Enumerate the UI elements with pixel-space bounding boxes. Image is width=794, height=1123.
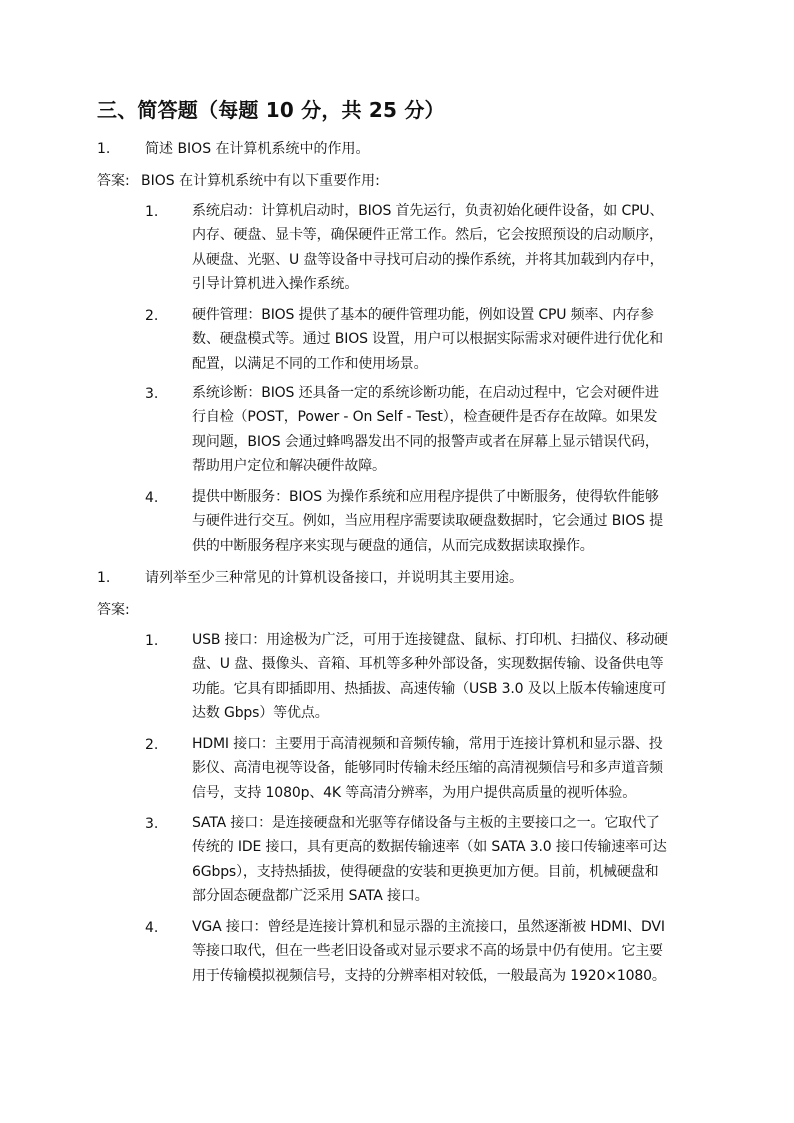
list-item-text (192, 811, 702, 908)
list-item-text (192, 381, 702, 478)
list-item-number: 1. (145, 633, 159, 649)
text-line: 硬件管理：BIOS 提供了基本的硬件管理功能，例如设置 CPU 频率、内存参 (192, 307, 654, 323)
text-line: 系统诊断：BIOS 还具备一定的系统诊断功能，在启动过程中，它会对硬件进 (192, 385, 659, 401)
text-line: 达数 Gbps）等优点。 (192, 704, 329, 721)
text-line: 影仪、高清电视等设备，能够同时传输未经压缩的高清视频信号和多声道音频 (192, 760, 663, 777)
question-text: 请列举至少三种常见的计算机设备接口，并说明其主要用途。 (145, 570, 523, 586)
text-line: 引导计算机进入操作系统。 (192, 275, 359, 292)
list-item-text (192, 628, 702, 725)
text-line: 部分固态硬盘都广泛采用 SATA 接口。 (192, 887, 429, 904)
list-item-number: 3. (145, 816, 159, 832)
text-line: 帮助用户定位和解决硬件故障。 (192, 457, 386, 474)
question-number: 1. (97, 141, 111, 157)
list-item-number: 4. (145, 920, 159, 936)
text-line: 系统启动：计算机启动时，BIOS 首先运行，负责初始化硬件设备，如 CPU、 (192, 203, 664, 219)
text-line: 等接口取代，但在一些老旧设备或对显示要求不高的场景中仍有使用。它主要 (192, 943, 663, 960)
section-heading: 三、简答题（每题 10 分，共 25 分） (97, 98, 445, 122)
text-line: 行自检（POST，Power - On Self - Test），检查硬件是否存在故障。如果发 (192, 409, 658, 426)
answer-label: 答案: (97, 173, 130, 189)
text-line: 信号，支持 1080p、4K 等高清分辨率，为用户提供高质量的视听体验。 (192, 784, 637, 801)
list-item-text (192, 915, 702, 988)
list-item-text (192, 485, 702, 558)
text-line: 数、硬盘模式等。通过 BIOS 设置，用户可以根据实际需求对硬件进行优化和 (192, 331, 663, 348)
list-item-text (192, 303, 702, 376)
text-line: SATA 接口：是连接硬盘和光驱等存储设备与主板的主要接口之一。它取代了 (192, 815, 660, 831)
text-line: VGA 接口：曾经是连接计算机和显示器的主流接口，虽然逐渐被 HDMI、DVI (192, 919, 665, 935)
list-item-number: 3. (145, 386, 159, 402)
text-line: 提供中断服务：BIOS 为操作系统和应用程序提供了中断服务，使得软件能够 (192, 489, 659, 505)
list-item-text (192, 199, 702, 296)
text-line: 传统的 IDE 接口，具有更高的数据传输速率（如 SATA 3.0 接口传输速率可达 (192, 839, 667, 856)
list-item-number: 2. (145, 308, 159, 324)
text-line: 与硬件进行交互。例如，当应用程序需要读取硬盘数据时，它会通过 BIOS 提 (192, 513, 663, 530)
text-line: 供的中断服务程序来实现与硬盘的通信，从而完成数据读取操作。 (192, 537, 594, 554)
text-line: 盘、U 盘、摄像头、音箱、耳机等多种外部设备，实现数据传输、设备供电等 (192, 656, 664, 673)
list-item-number: 4. (145, 490, 159, 506)
text-line: 功能。它具有即插即用、热插拔、高速传输（USB 3.0 及以上版本传输速度可 (192, 680, 667, 697)
list-item-text (192, 732, 702, 805)
list-item-number: 1. (145, 204, 159, 220)
question-number: 1. (97, 570, 111, 586)
answer-intro: BIOS 在计算机系统中有以下重要作用: (141, 173, 380, 189)
text-line: 用于传输模拟视频信号，支持的分辨率相对较低，一般最高为 1920×1080。 (192, 967, 666, 984)
text-line: 从硬盘、光驱、U 盘等设备中寻找可启动的操作系统，并将其加载到内存中， (192, 251, 664, 268)
text-line: 6Gbps），支持热插拔，使得硬盘的安装和更换更加方便。目前，机械硬盘和 (192, 863, 659, 880)
list-item-number: 2. (145, 737, 159, 753)
text-line: HDMI 接口：主要用于高清视频和音频传输，常用于连接计算机和显示器、投 (192, 736, 663, 752)
question-text: 简述 BIOS 在计算机系统中的作用。 (145, 141, 370, 157)
text-line: 配置，以满足不同的工作和使用场景。 (192, 355, 428, 372)
text-line: 内存、硬盘、显卡等，确保硬件正常工作。然后，它会按照预设的启动顺序， (192, 227, 663, 244)
text-line: 现问题，BIOS 会通过蜂鸣器发出不同的报警声或者在屏幕上显示错误代码， (192, 433, 659, 450)
text-line: USB 接口：用途极为广泛，可用于连接键盘、鼠标、打印机、扫描仪、移动硬 (192, 632, 668, 648)
answer-label: 答案: (97, 602, 130, 618)
